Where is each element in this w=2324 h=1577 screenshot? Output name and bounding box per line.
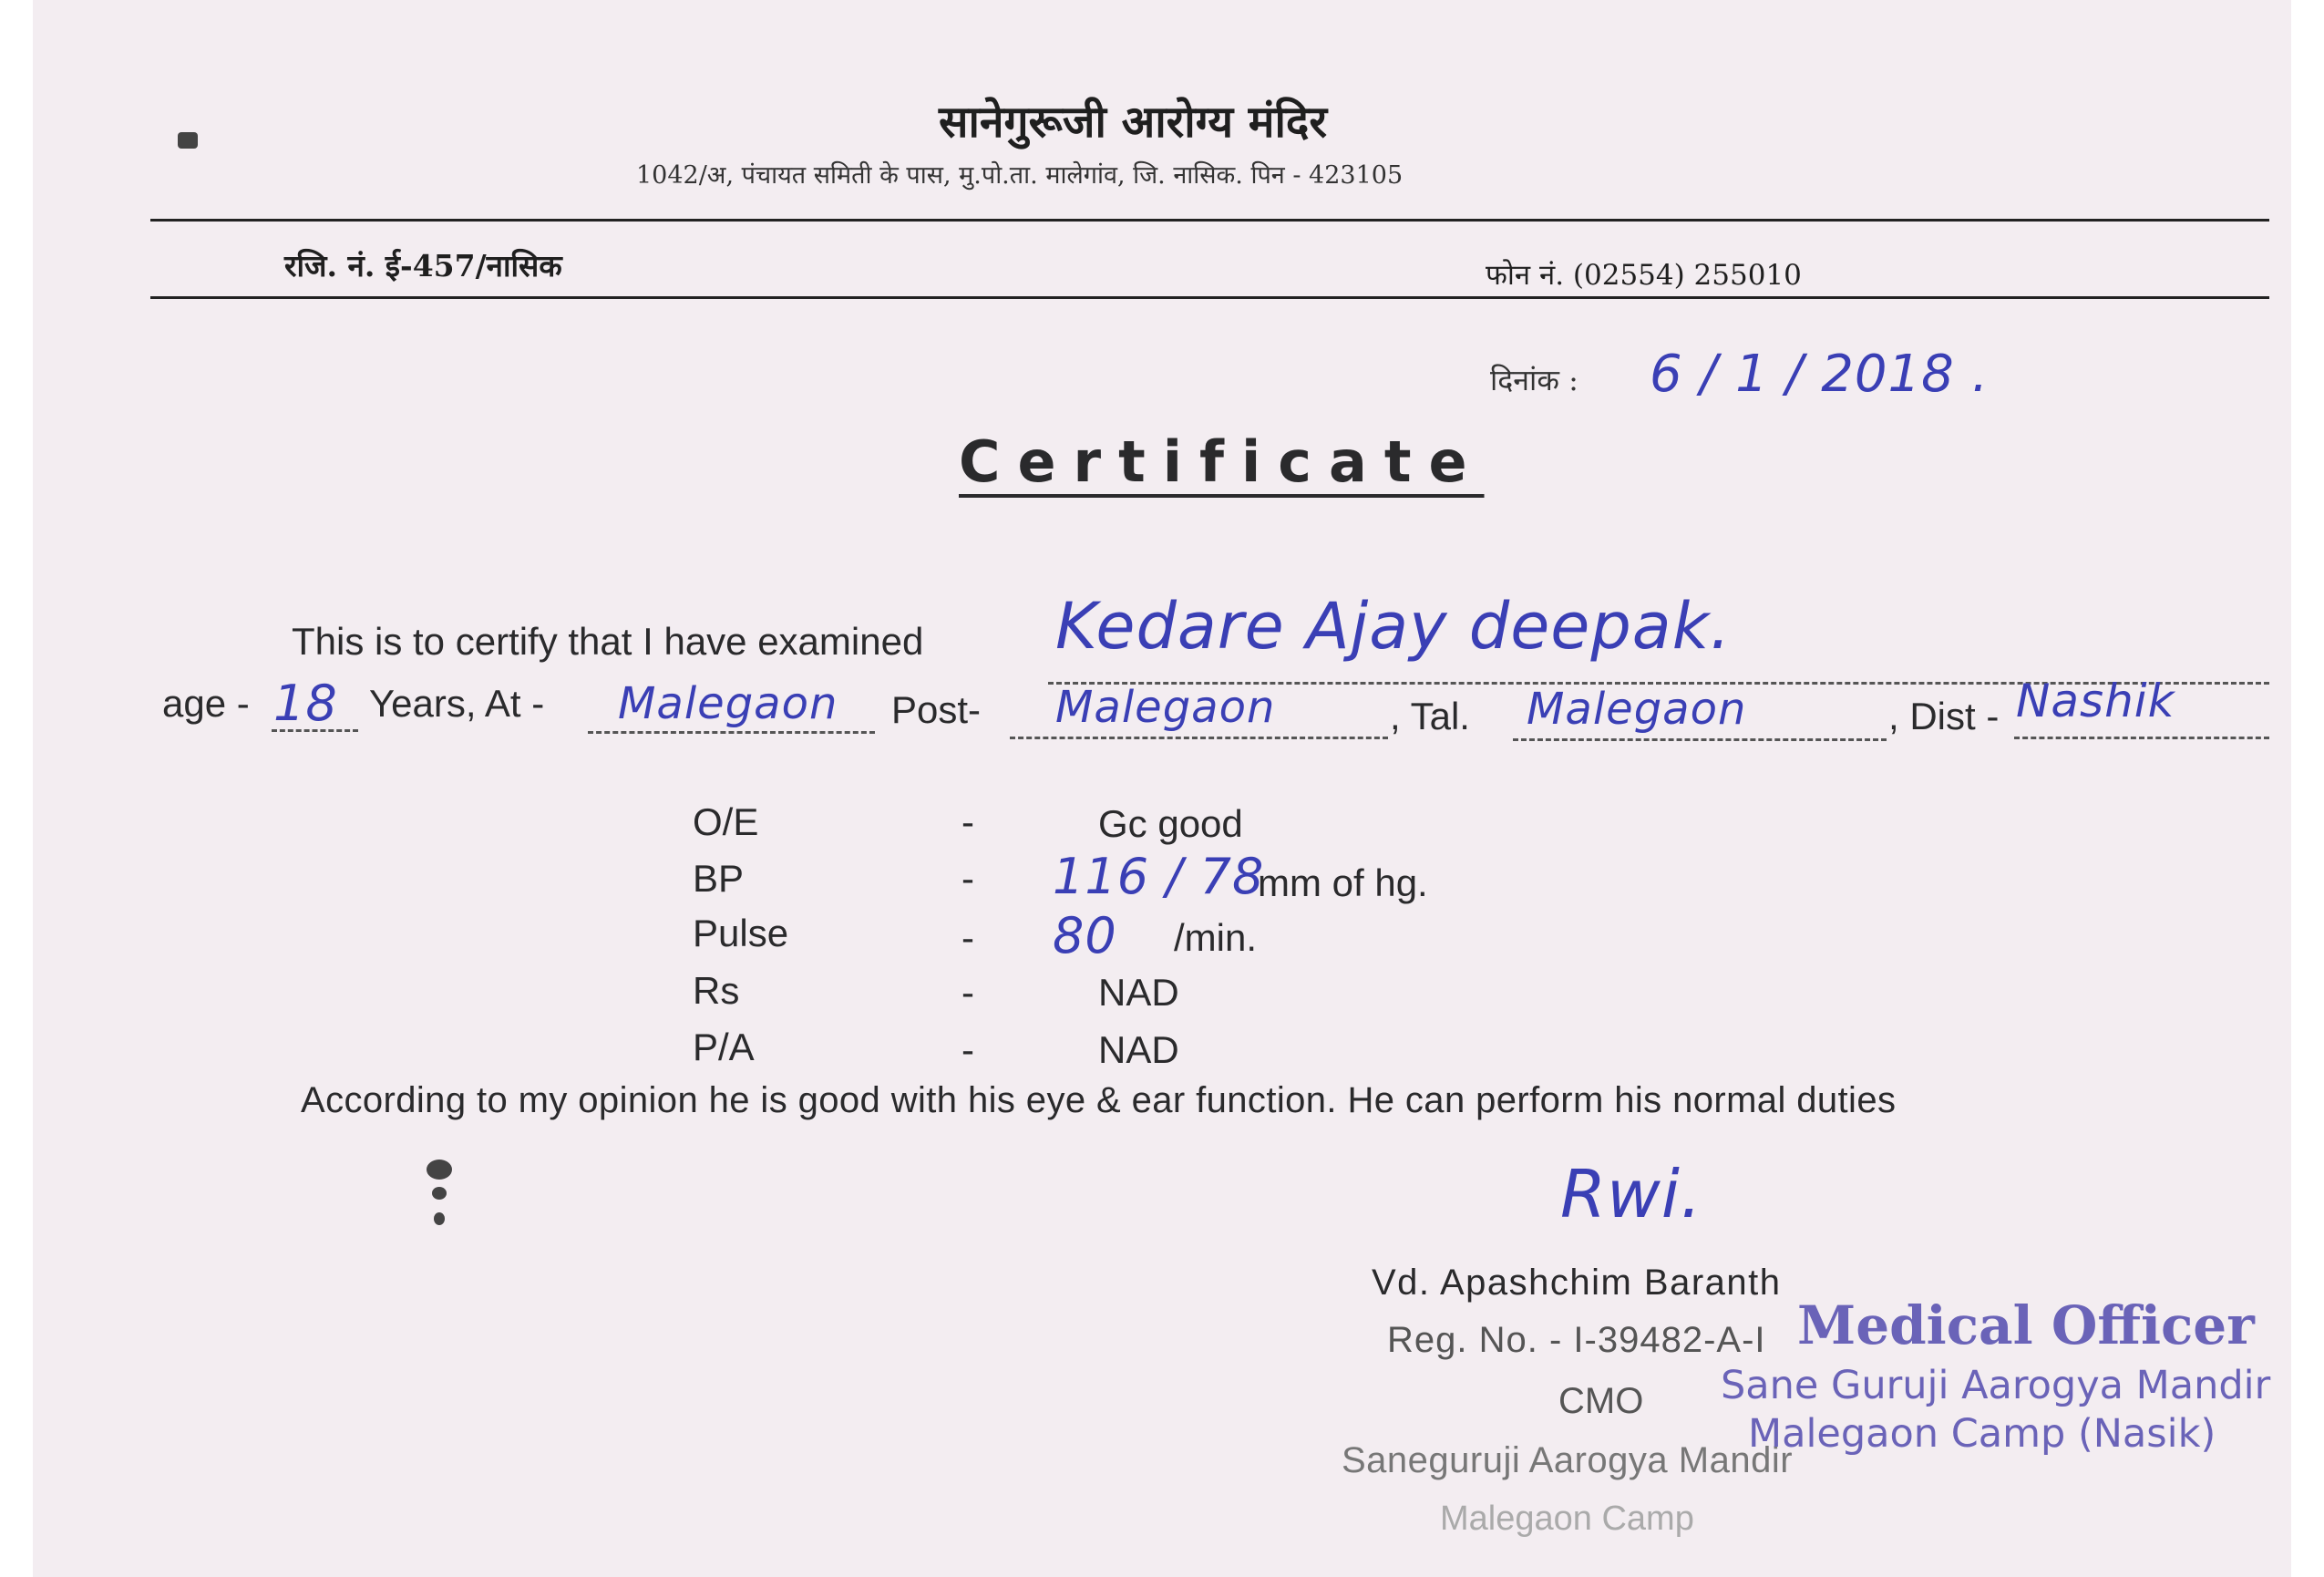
date-value: 6 / 1 / 2018 . [1650, 345, 1990, 404]
dist-label: , Dist - [1888, 695, 2000, 737]
doctor-name: Vd. Apashchim Baranth [1372, 1263, 1782, 1303]
ink-speck [427, 1160, 452, 1180]
exam-dash-pa: - [961, 1028, 974, 1071]
exam-value-pulse: 80 [1053, 907, 1117, 964]
ink-speck [434, 1212, 445, 1225]
date-label: दिनांक : [1490, 363, 1578, 397]
at-value: Malegaon [618, 678, 838, 729]
exam-dash-oe: - [961, 800, 974, 843]
exam-label-pa: P/A [693, 1026, 755, 1068]
age-label: age - [162, 682, 250, 725]
doctor-reg-number: Reg. No. - I-39482-A-I [1387, 1320, 1766, 1360]
opinion-text: According to my opinion he is good with his eye & ear function. He can perform his normal duties [301, 1080, 1897, 1120]
exam-dash-pulse: - [961, 916, 974, 959]
header-rule-top [150, 219, 2269, 222]
registration-number: रजि. नं. ई-457/नासिक [284, 248, 562, 283]
exam-label-bp: BP [693, 857, 745, 900]
post-line [1010, 737, 1388, 739]
org-address: 1042/अ, पंचायत समिती के पास, मु.पो.ता. मालेगांव, जि. नासिक. पिन - 423105 [636, 161, 1404, 190]
tal-label: , Tal. [1390, 695, 1470, 737]
exam-dash-rs: - [961, 971, 974, 1014]
dist-line [2014, 737, 2269, 739]
signature-location: Malegaon Camp [1440, 1500, 1694, 1538]
exam-value-rs: NAD [1098, 971, 1179, 1014]
exam-value-pa: NAD [1098, 1028, 1179, 1071]
dist-value: Nashik [2016, 675, 2175, 727]
org-name: सानेगुरूजी आरोग्य मंदिर [939, 97, 1328, 148]
ink-speck [178, 132, 198, 149]
tal-line [1513, 738, 1887, 741]
stamp-location: Malegaon Camp (Nasik) [1748, 1411, 2216, 1457]
patient-name: Kedare Ajay deepak. [1055, 589, 1732, 664]
post-label: Post- [891, 688, 982, 731]
certificate-title: Certificate [959, 428, 1485, 495]
post-value: Malegaon [1055, 682, 1276, 733]
age-line [272, 729, 358, 732]
exam-value-bp: 116 / 78 [1053, 848, 1265, 905]
age-value: 18 [273, 675, 338, 732]
exam-unit-bp: mm of hg. [1258, 861, 1428, 904]
ink-speck [432, 1187, 447, 1200]
intro-text: This is to certify that I have examined [292, 620, 924, 663]
stamp-institution: Sane Guruji Aarogya Mandir [1721, 1363, 2271, 1408]
years-at-label: Years, At - [369, 682, 545, 725]
exam-value-oe: Gc good [1098, 802, 1243, 845]
exam-label-rs: Rs [693, 969, 740, 1012]
exam-label-pulse: Pulse [693, 912, 789, 954]
right-scan-edge [2291, 0, 2324, 1577]
exam-label-oe: O/E [693, 800, 759, 843]
header-rule-bottom [150, 296, 2269, 299]
doctor-designation: CMO [1558, 1381, 1644, 1421]
exam-unit-pulse: /min. [1174, 916, 1258, 959]
handwritten-signature: Rwi. [1560, 1156, 1702, 1232]
exam-dash-bp: - [961, 857, 974, 900]
signature-institution: Saneguruji Aarogya Mandir [1342, 1440, 1794, 1480]
phone-number: फोन नं. (02554) 255010 [1486, 259, 1802, 292]
at-line [588, 731, 875, 734]
left-scan-edge [0, 0, 33, 1577]
stamp-title: Medical Officer [1797, 1294, 2255, 1356]
tal-value: Malegaon [1527, 684, 1747, 735]
